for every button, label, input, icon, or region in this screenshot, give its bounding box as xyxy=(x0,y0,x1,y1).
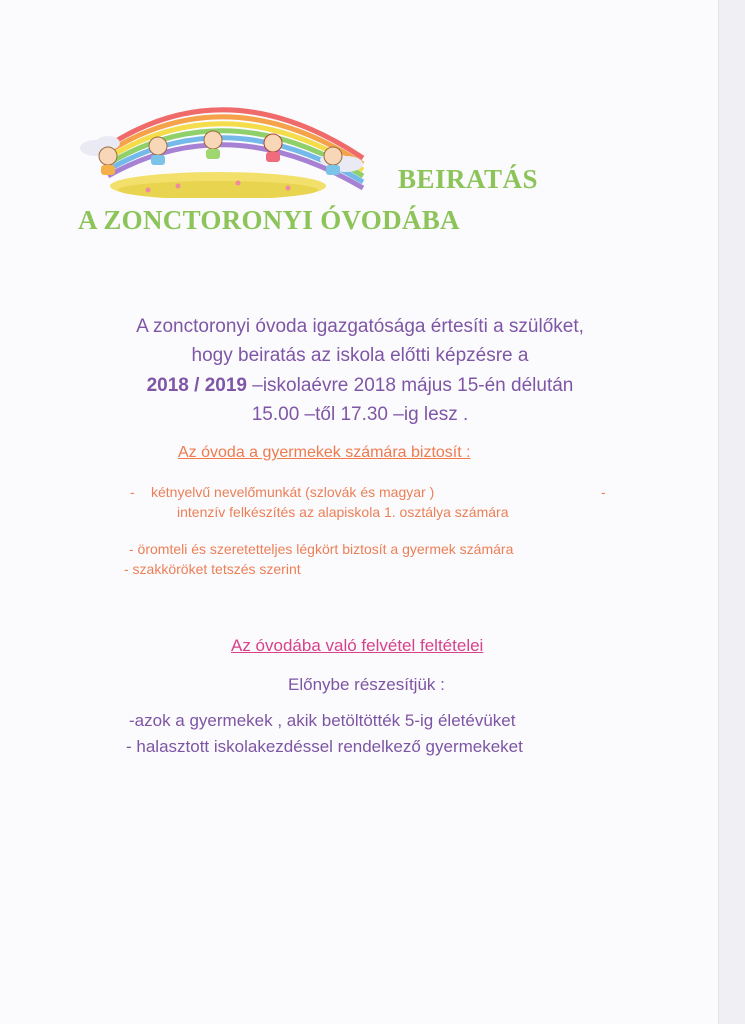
intro-line-2: hogy beiratás az iskola előtti képzésre a xyxy=(191,345,529,366)
admission-subheading: Előnybe részesítjük : xyxy=(288,675,445,694)
provides-item-2: intenzív felkészítés az alapiskola 1. osztálya számára xyxy=(177,504,509,520)
title-kindergarten: A ZONCTORONYI ÓVODÁBA xyxy=(78,205,460,235)
provides-dash-right: - xyxy=(601,484,606,500)
school-year: 2018 / 2019 xyxy=(146,375,247,396)
title-beiratas: BEIRATÁS xyxy=(398,164,539,194)
provides-item-3: - öromteli és szeretetteljes légkört biztosít a gyermek számára xyxy=(129,541,514,557)
admission-item-2: - halasztott iskolakezdéssel rendelkező gyermekeket xyxy=(126,737,523,756)
rainbow-children-logo xyxy=(78,88,368,198)
intro-line-3-rest: –iskolaévre 2018 május 15-én délután xyxy=(246,375,574,396)
provides-heading: Az óvoda a gyermekek számára biztosít : xyxy=(178,444,471,461)
intro-line-4: 15.00 –től 17.30 –ig lesz . xyxy=(251,404,469,425)
admission-heading: Az óvodába való felvétel feltételei xyxy=(231,636,484,655)
provides-item-1: kétnyelvű nevelőmunkát (szlovák és magyar ) xyxy=(151,484,435,500)
page-edge xyxy=(719,0,745,1024)
intro-line-3 xyxy=(60,375,660,397)
provides-dash-left: - xyxy=(130,484,135,500)
admission-item-1: -azok a gyermekek , akik betöltötték 5-ig életévüket xyxy=(129,711,516,730)
intro-line-1: A zonctoronyi óvoda igazgatósága értesíti a szülőket, xyxy=(136,316,584,337)
provides-item-4: - szakköröket tetszés szerint xyxy=(124,561,301,577)
